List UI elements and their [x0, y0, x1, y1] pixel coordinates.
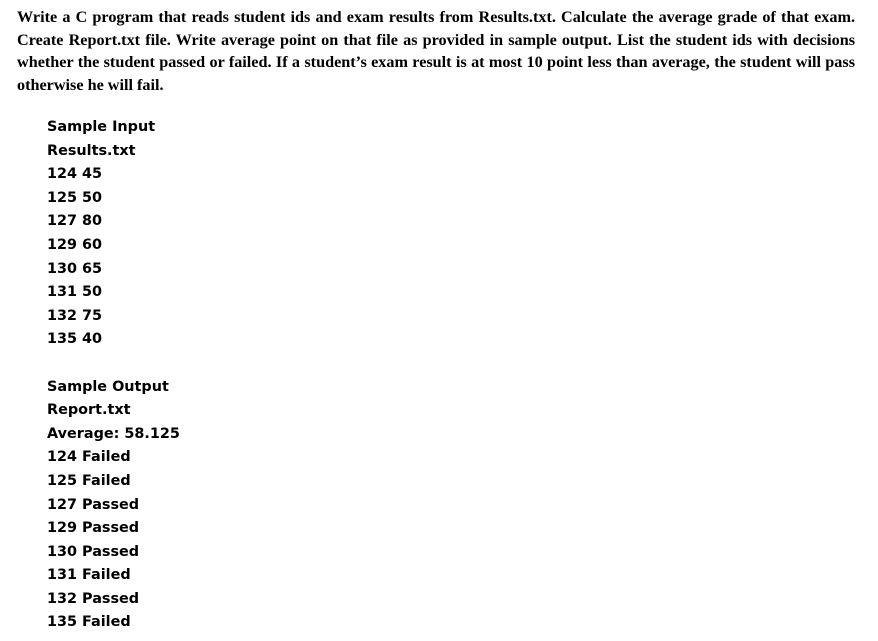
sample-input-heading: Sample Input: [47, 119, 156, 135]
output-line: 131 Failed: [47, 567, 131, 584]
input-line: 125 50: [47, 189, 103, 206]
output-line: 127 Passed: [47, 496, 140, 513]
average-line: Average: 58.125: [47, 425, 180, 442]
output-line: 125 Failed: [47, 472, 131, 489]
section-spacer: [47, 352, 180, 376]
sample-output-heading: Sample Output: [47, 378, 169, 395]
input-line: 130 65: [47, 260, 103, 277]
input-line: 135 40: [47, 331, 103, 348]
samples-block: [47, 116, 180, 635]
input-line: 131 50: [47, 284, 103, 301]
output-line: 130 Passed: [47, 543, 140, 560]
input-line: 129 60: [47, 236, 103, 253]
problem-statement: Write a C program that reads student ids and exam results from Results.txt. Calculate the average grade of that exam. Create Report.txt file. Write average point on that file as provided in sample output. List the student ids with decisions whether the student passed or failed. If a student’s exam result is at most 10 point less than average, the student will pass otherwise he will fail.: [17, 8, 855, 94]
input-line: 132 75: [47, 307, 103, 324]
sample-output-filename: Report.txt: [47, 402, 131, 419]
output-line: 124 Failed: [47, 449, 131, 466]
output-line: 135 Failed: [47, 614, 131, 631]
output-line: 132 Passed: [47, 590, 140, 607]
input-line: 127 80: [47, 213, 103, 230]
input-line: 124 45: [47, 166, 103, 183]
output-line: 129 Passed: [47, 520, 140, 537]
sample-input-filename: Results.txt: [47, 142, 136, 159]
